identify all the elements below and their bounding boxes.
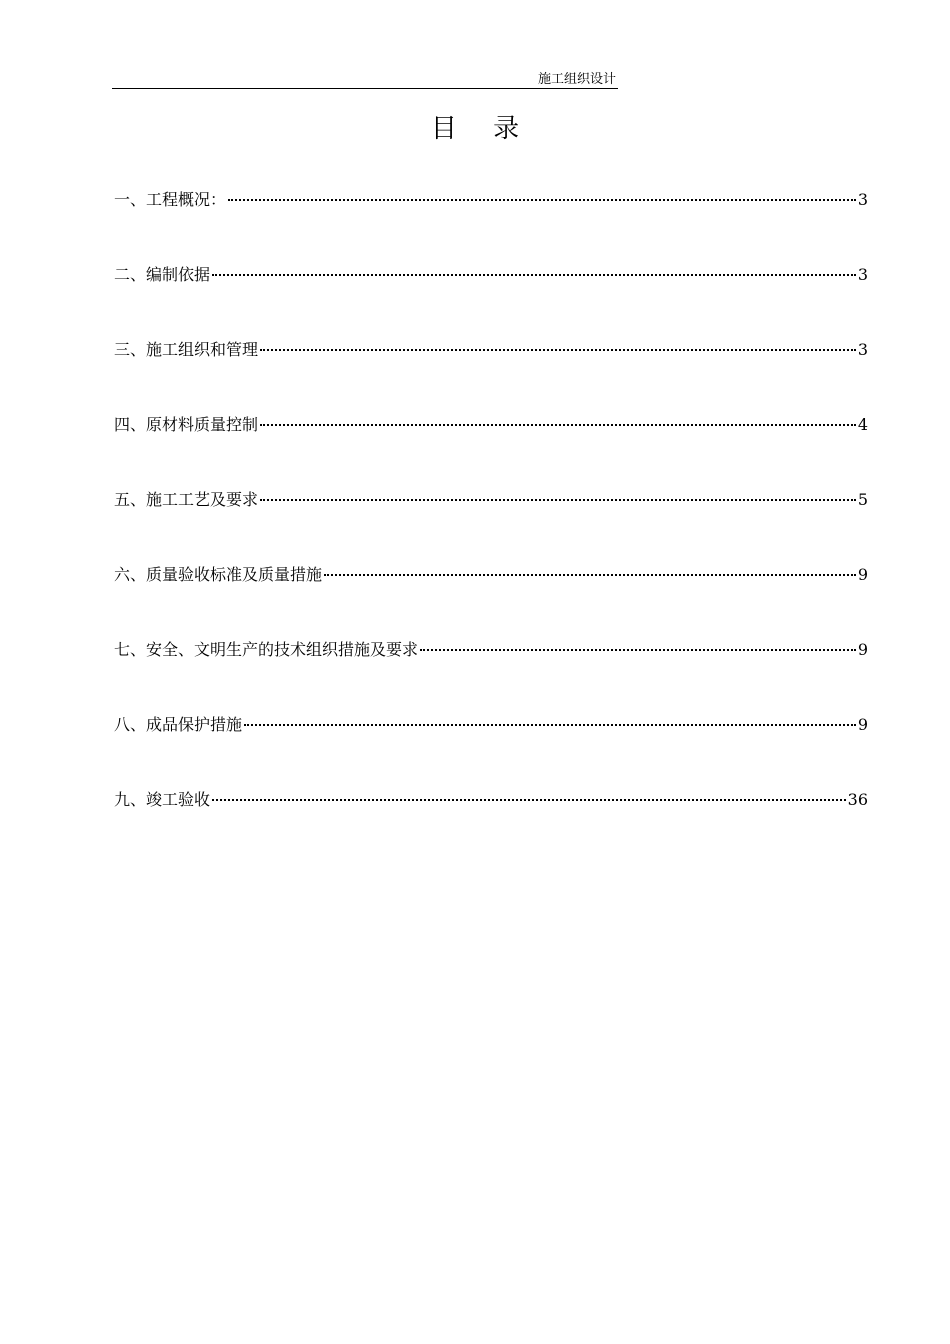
toc-entry-page: 5 xyxy=(857,490,868,509)
toc-entry-label: 三、施工组织和管理 xyxy=(114,340,259,359)
toc-entry-label: 四、原材料质量控制 xyxy=(114,415,259,434)
toc-entry-9[interactable] xyxy=(114,786,868,861)
toc-dot-leader xyxy=(324,574,856,576)
toc-entry-8[interactable] xyxy=(114,711,868,786)
toc-entry-label: 六、质量验收标准及质量措施 xyxy=(114,565,323,584)
toc-entry-page: 4 xyxy=(857,415,868,434)
toc-entry-label: 七、安全、文明生产的技术组织措施及要求 xyxy=(114,640,419,659)
toc-entry-label: 五、施工工艺及要求 xyxy=(114,490,259,509)
toc-entry-label: 一、工程概况： xyxy=(114,190,227,209)
toc-dot-leader xyxy=(420,649,856,651)
toc-dot-leader xyxy=(260,349,856,351)
toc-entry-page: 9 xyxy=(857,715,868,734)
toc-entry-label: 九、竣工验收 xyxy=(114,790,211,809)
toc-entry-6[interactable] xyxy=(114,561,868,636)
toc-dot-leader xyxy=(212,799,846,801)
toc-entry-page: 9 xyxy=(857,565,868,584)
header-text: 施工组织设计 xyxy=(537,72,616,87)
toc-entry-page: 9 xyxy=(857,640,868,659)
toc-entry-4[interactable] xyxy=(114,411,868,486)
toc-dot-leader xyxy=(260,499,856,501)
toc-title: 目 录 xyxy=(430,114,534,144)
toc-entry-label: 二、编制依据 xyxy=(114,265,211,284)
toc-entry-page: 3 xyxy=(857,340,868,359)
toc-entry-label: 八、成品保护措施 xyxy=(114,715,243,734)
toc-entry-1[interactable] xyxy=(114,186,868,261)
page-header xyxy=(112,70,618,89)
toc-dot-leader xyxy=(244,724,856,726)
toc-entry-3[interactable] xyxy=(114,336,868,411)
toc-dot-leader xyxy=(228,199,856,201)
toc-entry-5[interactable] xyxy=(114,486,868,561)
toc-entry-7[interactable] xyxy=(114,636,868,711)
toc-dot-leader xyxy=(212,274,856,276)
toc-entry-page: 36 xyxy=(847,790,868,809)
toc-entry-page: 3 xyxy=(857,190,868,209)
toc-entry-2[interactable] xyxy=(114,261,868,336)
toc-list xyxy=(114,186,868,861)
toc-entry-page: 3 xyxy=(857,265,868,284)
toc-dot-leader xyxy=(260,424,856,426)
